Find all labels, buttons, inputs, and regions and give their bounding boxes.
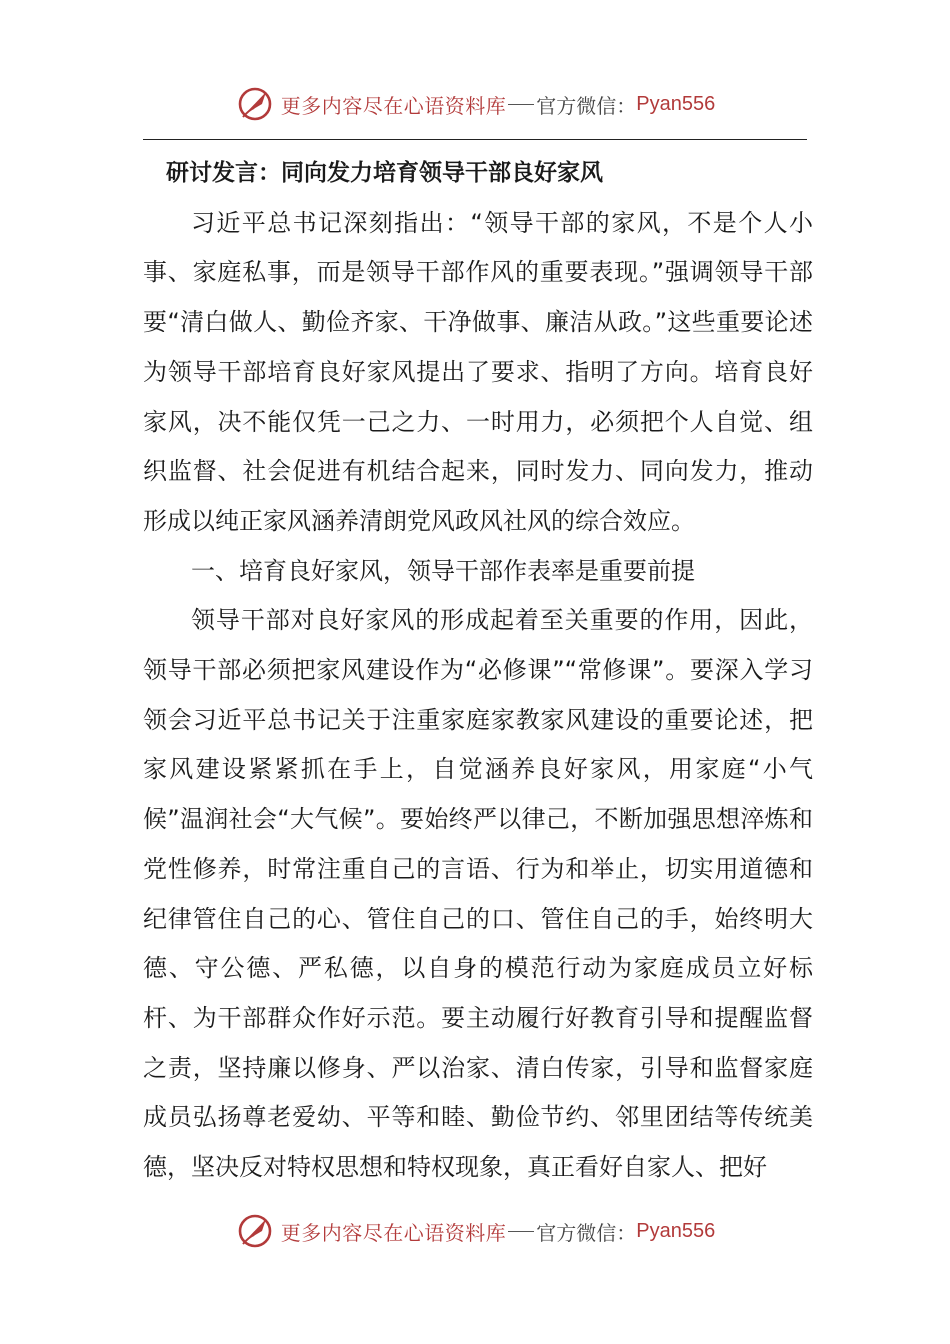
header-watermark-banner bbox=[0, 82, 950, 126]
document-title: 研讨发言：同向发力培育领导干部良好家风 bbox=[166, 160, 603, 186]
banner-contact-id: Pyan556 bbox=[636, 92, 716, 115]
paragraph-intro: 习近平总书记深刻指出：“领导干部的家风，不是个人小事、家庭私事，而是领导干部作风的重要表现。”强调领导干部要“清白做人、勤俭齐家、干净做事、廉洁从政。”这些重要论述为领导干部培育良好家风提出了要求、指明了方向。培育良好家风，决不能仅凭一己之力、一时用力，必须把个人自觉、组织监督、社会促进有机结合起来，同时发力、同向发力，推动形成以纯正家风涵养清朗党风政风社风的综合效应。 bbox=[143, 208, 813, 535]
quill-pen-logo-icon bbox=[235, 1211, 275, 1251]
banner-divider bbox=[508, 104, 534, 105]
banner-contact-label: 官方微信： bbox=[536, 1220, 637, 1245]
banner-slogan: 更多内容尽在心语资料库 bbox=[280, 93, 507, 118]
banner-divider bbox=[508, 1231, 534, 1232]
footer-watermark-banner bbox=[0, 1209, 950, 1253]
paragraph-section-1: 领导干部对良好家风的形成起着至关重要的作用，因此，领导干部必须把家风建设作为“必修课”“常修课”。要深入学习领会习近平总书记关于注重家庭家教家风建设的重要论述，把家风建设紧紧抓在手上，自觉涵养良好家风，用家庭“小气候”温润社会“大气候”。要始终严以律己，不断加强思想淬炼和党性修养，时常注重自己的言语、行为和举止，切实用道德和纪律管住自己的心、管住自己的口、管住自己的手，始终明大德、守公德、严私德，以自身的模范行动为家庭成员立好标杆、为干部群众作好示范。要主动履行好教育引导和提醒监督之责，坚持廉以修身、严以治家、清白传家，引导和监督家庭成员弘扬尊老爱幼、平等和睦、勤俭节约、邻里团结等传统美德，坚决反对特权思想和特权现象，真正看好自家人、把好 bbox=[143, 606, 813, 1182]
banner-slogan: 更多内容尽在心语资料库 bbox=[280, 1220, 507, 1245]
document-body bbox=[143, 149, 813, 1193]
banner-contact-id: Pyan556 bbox=[636, 1219, 716, 1242]
section-heading-1: 一、培育良好家风，领导干部作表率是重要前提 bbox=[191, 556, 695, 585]
quill-pen-logo-icon bbox=[235, 84, 275, 124]
header-rule bbox=[143, 139, 807, 140]
banner-contact-label: 官方微信： bbox=[536, 93, 637, 118]
